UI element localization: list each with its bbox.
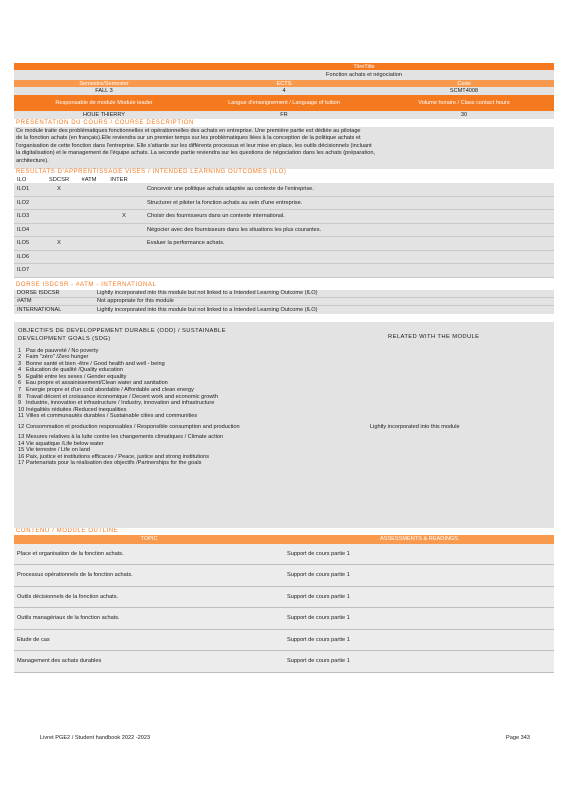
- assess-text: Support de cours partie 1: [287, 615, 350, 622]
- ilo-dcsr-mark: [44, 224, 74, 237]
- topic-row: [14, 565, 554, 587]
- sdg-text: Vie aquatique /Life below water: [26, 440, 104, 447]
- sdg-text: Partenariats pour la réalisation des objectifs /Partnerships for the goals: [26, 460, 202, 467]
- ilo-row: [14, 224, 554, 238]
- sdg-number: 10: [18, 406, 25, 413]
- sdg-item: [14, 447, 554, 454]
- sdg-text: Inégalités réduites /Reduced inequalities: [26, 406, 127, 413]
- ilo-dcsr-mark: [44, 197, 74, 210]
- atm-col-header: #ATM: [81, 176, 97, 183]
- sdg-number: 15: [18, 447, 25, 454]
- ilo-row: [14, 264, 554, 278]
- ects-value: 4: [282, 88, 286, 94]
- sdg-number: 8: [18, 393, 22, 400]
- sdg-text: Mesures relatives à la lutte contre les changements climatiques / Climate action: [26, 434, 224, 441]
- dorse-row: [14, 290, 554, 298]
- sdg-block: [14, 322, 554, 528]
- ilo-atm-mark: [74, 264, 104, 277]
- sdg-text: Pas de pauvreté / No poverty: [26, 347, 99, 354]
- topic-row: [14, 651, 554, 673]
- topic-text: Outils managériaux de la fonction achats.: [17, 615, 120, 622]
- sdg-number: 16: [18, 453, 25, 460]
- assess-col-header: ASSESSMENTS & READINGS: [379, 536, 459, 542]
- sdg-text: Consommation et production responsables / Responsible consumption and production: [26, 423, 240, 430]
- semester-value: FALL 3: [95, 88, 113, 94]
- sdg-number: 3: [18, 360, 22, 367]
- topic-text: Place et organisation de la fonction achats.: [17, 550, 124, 557]
- sdg-text: Eau propre et assainissement/Clean water and sanitation: [26, 380, 168, 387]
- code-label: Code: [457, 80, 471, 87]
- sdg-text: Villes et communautés durables / Sustainable cities and communities: [26, 413, 198, 420]
- presentation-line: l'organisation de cette fonction dans l'entreprise. Elle s'attarde sur les différents processus et leur mise en place, les outils décisionnels (incluant: [16, 142, 372, 149]
- sdg-number: 4: [18, 367, 22, 374]
- sdg-title-line: OBJECTIFS DE DEVELOPPEMENT DURABLE (ODD) / SUSTAINABLE: [18, 327, 226, 334]
- content-header-row: [14, 535, 554, 544]
- ilo-inter-mark: [104, 251, 144, 264]
- ilo-atm-mark: [74, 210, 104, 223]
- topic-row: [14, 608, 554, 630]
- presentation-line: Ce module traite des problématiques fonctionnelles et opérationnelles des achats en entreprise. Une première partie est dédiée au pilotage: [16, 128, 361, 134]
- info-value-row: [14, 111, 554, 119]
- module-sheet: [14, 63, 554, 673]
- topic-row: [14, 587, 554, 609]
- title-value-row: [14, 70, 554, 80]
- sdg-number: 9: [18, 400, 22, 407]
- sdg-item: [14, 374, 554, 381]
- ilo-inter-mark: [104, 197, 144, 210]
- dorse-label: DORSE ISDCSR: [17, 290, 60, 296]
- assess-text: Support de cours partie 1: [287, 593, 350, 600]
- sdg-text: Vie terrestre / Life on land: [26, 447, 90, 454]
- responsable-label: Responsable de module Module leader: [55, 100, 153, 106]
- ilo-header-row: [14, 176, 554, 183]
- topic-row: [14, 544, 554, 566]
- presentation-body: [14, 127, 554, 169]
- sdg-text: Paix, justice et institutions efficaces / Peace, justice and strong institutions: [26, 453, 210, 460]
- assess-text: Support de cours partie 1: [287, 636, 350, 643]
- dorse-text: Not appropriate for this module: [97, 298, 174, 304]
- ilo-inter-mark: [104, 237, 144, 250]
- page-number: Page 343: [506, 735, 530, 741]
- semester-label: Semestre/Semester: [79, 80, 129, 87]
- ilo-id: ILO3: [17, 213, 30, 220]
- sdg-number: 12: [18, 424, 25, 431]
- dorse-row: [14, 306, 554, 314]
- content-table: [14, 544, 554, 673]
- title-label-row: [14, 63, 554, 70]
- content-title: CONTENU / MODULE OUTLINE: [16, 527, 119, 534]
- sdg-item: [14, 367, 554, 374]
- presentation-line: la digitalisation) et le management de l'équipe achats. La seconde partie reviendra sur les questions de négociation dans les achats (préparation,: [16, 150, 375, 157]
- assess-text: Support de cours partie 1: [287, 572, 350, 579]
- language-label: Langue d'enseignement / Language of tuition: [228, 99, 340, 106]
- topic-row: [14, 630, 554, 652]
- ilo-text: Concevoir une politique achats adaptée au contexte de l'entreprise.: [147, 186, 314, 193]
- dorse-text: Lightly incorporated into this module but not linked to a Intended Learning Outcome (ILO): [97, 306, 318, 313]
- ilo-id: ILO6: [17, 253, 30, 260]
- dorse-table: [14, 290, 554, 314]
- responsable-value: HOUE THIERRY: [82, 112, 126, 118]
- volume-label: Volume horaire / Class contact hours: [418, 100, 510, 106]
- ilo-inter-mark: [104, 224, 144, 237]
- ilo-text: Choisir des fournisseurs dans un contexte international.: [147, 213, 285, 220]
- topic-text: Etude de cas: [17, 636, 50, 643]
- ilo-atm-mark: [74, 237, 104, 250]
- sdg-item: [14, 387, 554, 394]
- sdg-item: [14, 348, 554, 355]
- ilo-dcsr-mark: [44, 264, 74, 277]
- dorse-row: [14, 298, 554, 306]
- sdg-number: 11: [18, 413, 24, 420]
- ilo-id: ILO7: [17, 267, 30, 274]
- sdg-text: Bonne santé et bien -être / Good health and well - being: [26, 360, 165, 367]
- dorse-title: DORSE ISDCSR - #ATM - INTERNATIONAL: [16, 281, 157, 288]
- semester-value-row: [14, 87, 554, 95]
- ilo-col-header: ILO: [17, 176, 27, 183]
- ilo-inter-mark: [104, 183, 144, 196]
- sdg-text: Energie propre et d'un coût abordable / Affordable and clean energy: [26, 387, 194, 394]
- ilo-row: [14, 210, 554, 224]
- sdg-number: 1: [18, 347, 22, 354]
- language-value: FR: [280, 112, 288, 118]
- sdg-number: 14: [18, 440, 25, 447]
- presentation-title: PRESENTATION DU COURS / COURSE DESCRIPTION: [16, 120, 194, 126]
- ilo-title: RESULTATS D'APPRENTISSAGE VISES / INTENDED LEARNING OUTCOMES (ILO): [16, 169, 287, 175]
- dorse-label: INTERNATIONAL: [17, 306, 62, 313]
- sdg-text: Egalité entre les sexes / Gender equality: [26, 373, 127, 380]
- ilo-atm-mark: [74, 251, 104, 264]
- ilo-table: [14, 183, 554, 278]
- presentation-line: architecture).: [16, 157, 49, 164]
- sdg-item: [14, 454, 554, 461]
- sdg-number: 6: [18, 380, 22, 387]
- footer-left: Livret PGE2 / Student handbook 2022 -2023: [40, 735, 151, 741]
- inter-col-header: INTER: [110, 176, 128, 183]
- sdg-number: 7: [18, 387, 22, 394]
- ilo-row: [14, 237, 554, 251]
- topic-text: Processus opérationnels de la fonction achats.: [17, 572, 133, 579]
- title-label: TitreTitle: [353, 63, 375, 70]
- ilo-id: ILO2: [17, 199, 30, 206]
- assess-text: Support de cours partie 1: [287, 658, 350, 665]
- ilo-row: [14, 197, 554, 211]
- sdg-item: [14, 413, 554, 420]
- sdg-item: [14, 441, 554, 448]
- ilo-dcsr-mark: [44, 251, 74, 264]
- sdg-text: Faim "zéro" /Zero hunger: [26, 354, 89, 361]
- ilo-id: ILO5: [17, 240, 30, 247]
- ilo-atm-mark: [74, 183, 104, 196]
- assess-text: Support de cours partie 1: [287, 550, 350, 557]
- info-label-row: [14, 95, 554, 111]
- topic-text: Management des achats durables: [17, 658, 102, 665]
- sdg-text: Travail décent et croissance économique / Decent work and economic growth: [26, 393, 218, 400]
- sdg-header: [14, 326, 554, 348]
- ilo-dcsr-mark: [44, 210, 74, 223]
- sdg-number: 17: [18, 460, 25, 467]
- sdg-item: [14, 407, 554, 414]
- ilo-id: ILO4: [17, 226, 30, 233]
- ilo-text: [144, 264, 554, 277]
- presentation-line: de la fonction achats (en français).Elle reviendra sur un premier temps sur les problématiques liées à la conception de la politique achats et: [16, 135, 361, 142]
- sdg-list: [14, 348, 554, 468]
- sdg-item: [14, 420, 554, 434]
- code-value: SCMT4008: [449, 88, 479, 94]
- dcsr-col-header: SDCSR: [48, 176, 70, 183]
- sdg-item: [14, 394, 554, 401]
- sdg-related-label: RELATED WITH THE MODULE: [388, 333, 480, 340]
- ects-label: ECTS: [276, 80, 292, 87]
- ilo-text: Négocier avec des fournisseurs dans les situations les plus courantes.: [147, 226, 322, 233]
- sdg-item: [14, 460, 554, 467]
- sdg-item: [14, 361, 554, 368]
- ilo-row: [14, 183, 554, 197]
- ilo-inter-mark: X: [122, 213, 126, 220]
- dorse-text: Lightly incorporated into this module but not linked to a Intended Learning Outcome (ILO): [97, 290, 318, 296]
- ilo-id: ILO1: [17, 186, 30, 193]
- dorse-label: #ATM: [17, 298, 32, 304]
- sdg-related-value: Lightly incorporated into this module: [370, 424, 460, 431]
- ilo-text: Evaluer la performance achats.: [147, 240, 225, 247]
- ilo-text: Structurer et piloter la fonction achats au sein d'une entreprise.: [147, 199, 303, 206]
- sdg-item: [14, 400, 554, 407]
- sdg-title-line: DEVELOPMENT GOALS (SDG): [18, 335, 111, 342]
- sdg-item: [14, 354, 554, 361]
- ilo-inter-mark: [104, 264, 144, 277]
- ilo-text: [144, 251, 554, 264]
- sdg-title: [14, 326, 374, 348]
- sdg-number: 5: [18, 373, 22, 380]
- ilo-dcsr-mark: X: [57, 240, 61, 247]
- sdg-text: Education de qualité /Quality education: [26, 367, 124, 374]
- topic-text: Outils décisionnels de la fonction achats.: [17, 593, 119, 600]
- sdg-text: Industrie, innovation et infrastructure / Industry, innovation and infrastructure: [26, 400, 215, 407]
- volume-value: 30: [460, 112, 468, 118]
- sdg-number: 13: [18, 434, 25, 441]
- semester-label-row: [14, 80, 554, 87]
- topic-col-header: TOPIC: [140, 536, 158, 542]
- sdg-item: [14, 434, 554, 441]
- sdg-number: 2: [18, 354, 22, 361]
- page-footer: [40, 735, 530, 745]
- ilo-atm-mark: [74, 224, 104, 237]
- module-title: Fonction achats et négociation: [326, 72, 402, 78]
- ilo-atm-mark: [74, 197, 104, 210]
- sdg-item: [14, 380, 554, 387]
- ilo-row: [14, 251, 554, 265]
- ilo-dcsr-mark: X: [57, 186, 61, 193]
